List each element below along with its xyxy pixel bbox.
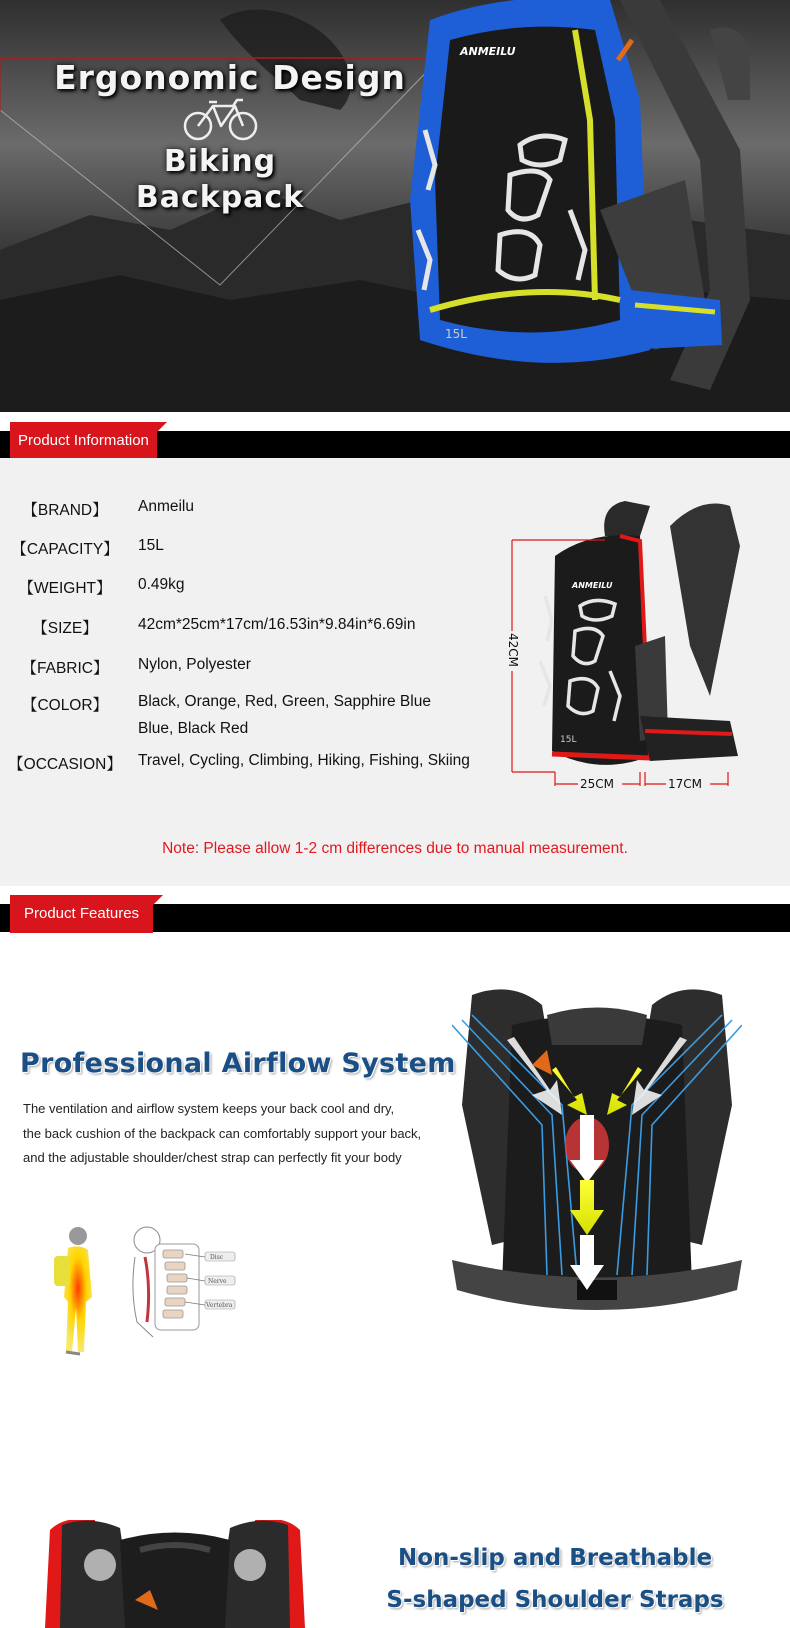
spec-value: 42cm*25cm*17cm/16.53in*9.84in*6.69in <box>138 616 416 633</box>
spec-key: 【SIZE】 <box>32 620 98 637</box>
dimension-diagram <box>500 496 760 796</box>
spec-value: 15L <box>138 537 164 554</box>
spec-key: 【BRAND】 <box>22 502 108 519</box>
airflow-desc-line: and the adjustable shoulder/chest strap can perfectly fit your body <box>23 1150 402 1165</box>
hero-title-line1: Ergonomic Design <box>54 58 406 97</box>
hero-pack-brand: ANMEILU <box>460 45 516 58</box>
product-information-label: Product Information <box>10 422 157 460</box>
width-label: 25CM <box>580 777 615 791</box>
airflow-description <box>23 1097 421 1171</box>
spec-value: 0.49kg <box>138 576 185 593</box>
hero-pack-capacity: 15L <box>445 327 467 341</box>
person-wearing-pack-figure <box>40 1222 110 1362</box>
straps-title-line1: Non-slip and Breathable <box>397 1545 713 1571</box>
hero-title-line2: Biking <box>163 144 277 179</box>
hero-banner <box>0 0 790 412</box>
spec-key: 【OCCASION】 <box>8 756 122 773</box>
blue-backpack-image <box>410 0 790 412</box>
airflow-desc-line: The ventilation and airflow system keeps your back cool and dry, <box>23 1101 395 1116</box>
product-information-bar <box>0 431 790 459</box>
spec-key: 【WEIGHT】 <box>18 580 112 597</box>
spec-value-continued: Blue, Black Red <box>138 720 249 737</box>
spine-label-disc: Disc <box>210 1254 224 1261</box>
spec-value: Anmeilu <box>138 498 194 515</box>
spine-label-nerve: Nerve <box>208 1278 227 1285</box>
airflow-backpack-image <box>452 985 742 1335</box>
shoulder-straps-image <box>40 1520 310 1628</box>
product-features-bar <box>0 904 790 932</box>
dim-pack-capacity: 15L <box>560 735 577 745</box>
spec-value: Black, Orange, Red, Green, Sapphire Blue <box>138 693 431 710</box>
spec-value: Nylon, Polyester <box>138 656 251 673</box>
spec-value: Travel, Cycling, Climbing, Hiking, Fishing, Skiing <box>138 752 470 769</box>
spine-label-vertebra: Vertebra <box>206 1302 233 1309</box>
airflow-title: Professional Airflow System <box>20 1048 456 1079</box>
measurement-note: Note: Please allow 1-2 cm differences due to manual measurement. <box>162 840 628 857</box>
spec-key: 【COLOR】 <box>21 697 109 714</box>
airflow-desc-line: the back cushion of the backpack can comfortably support your back, <box>23 1125 422 1141</box>
spec-key: 【CAPACITY】 <box>11 541 119 558</box>
product-features-label: Product Features <box>10 895 153 933</box>
spine-anatomy-figure <box>125 1222 245 1347</box>
hero-title-line3: Backpack <box>135 180 305 215</box>
product-information-panel <box>0 458 790 886</box>
dim-pack-brand: ANMEILU <box>572 581 613 590</box>
bicycle-icon <box>183 98 259 142</box>
straps-title-line2: S-shaped Shoulder Straps <box>386 1587 724 1613</box>
spec-key: 【FABRIC】 <box>21 660 109 677</box>
height-label: 42CM <box>506 633 520 668</box>
depth-label: 17CM <box>668 777 703 791</box>
